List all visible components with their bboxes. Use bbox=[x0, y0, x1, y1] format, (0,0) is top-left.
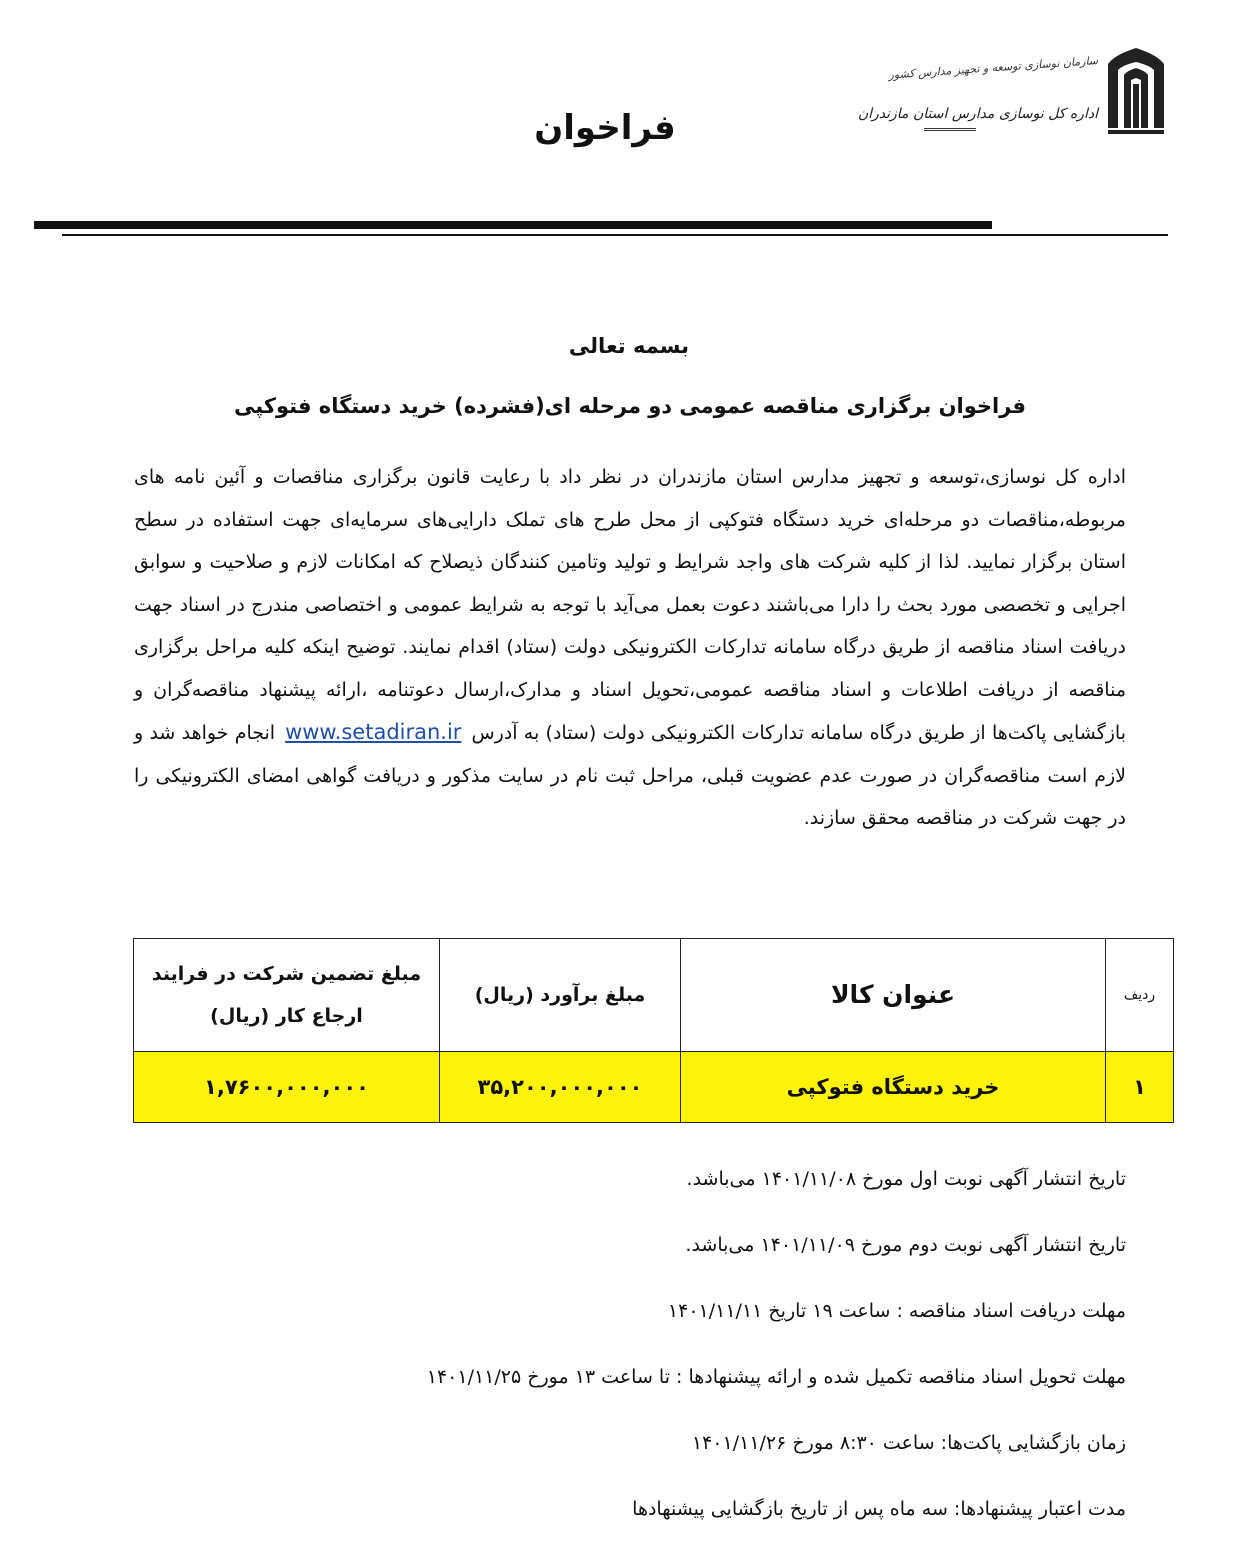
cell-estimate: ۳۵,۲۰۰,۰۰۰,۰۰۰ bbox=[440, 1052, 681, 1123]
opening-time: زمان بازگشایی پاکت‌ها: ساعت ۸:۳۰ مورخ ۱۴۰۱/۱۱/۲۶ bbox=[691, 1432, 1126, 1454]
tender-dates bbox=[134, 1168, 1126, 1564]
table-row bbox=[134, 1052, 1174, 1123]
tender-description bbox=[134, 456, 1126, 840]
description-part-2: انجام خواهد شد و لازم است مناقصه‌گران در صورت عدم عضویت قبلی، مراحل ثبت نام در سایت مذکور و دریافت گواهی امضای الکترونیکی را در جهت شرکت در مناقصه محقق سازند. bbox=[134, 722, 1126, 829]
page-title: فراخوان bbox=[534, 108, 676, 148]
header-guarantee-line2: ارجاع کار (ریال) bbox=[210, 1005, 363, 1027]
tender-heading: فراخوان برگزاری مناقصه عمومی دو مرحله ای(فشرده) خرید دستگاه فتوکپی bbox=[233, 394, 1027, 418]
logo-department-name: اداره کل نوسازی مدارس استان مازندران bbox=[857, 106, 1098, 122]
header-row-no: ردیف bbox=[1106, 939, 1174, 1052]
proposal-validity: مدت اعتبار پیشنهادها: سه ماه پس از تاریخ بازگشایی پیشنهادها bbox=[632, 1498, 1126, 1520]
bismillah: بسمه تعالی bbox=[568, 334, 690, 358]
date-first-publication: تاریخ انتشار آگهی نوبت اول مورخ ۱۴۰۱/۱۱/۰۸ می‌باشد. bbox=[686, 1168, 1126, 1190]
cell-guarantee: ۱,۷۶۰۰,۰۰۰,۰۰۰ bbox=[134, 1052, 440, 1123]
header-guarantee bbox=[134, 939, 440, 1052]
header-estimate: مبلغ برآورد (ریال) bbox=[440, 939, 681, 1052]
tender-table bbox=[133, 938, 1174, 1123]
header-item-title: عنوان کالا bbox=[681, 939, 1106, 1052]
header-divider-thick bbox=[34, 221, 992, 229]
table-header-row bbox=[134, 939, 1174, 1052]
cell-item-title: خرید دستگاه فتوکپی bbox=[681, 1052, 1106, 1123]
deadline-submit-proposals: مهلت تحویل اسناد مناقصه تکمیل شده و ارائه پیشنهادها : تا ساعت ۱۳ مورخ ۱۴۰۱/۱۱/۲۵ bbox=[426, 1366, 1126, 1388]
cell-row-no: ۱ bbox=[1106, 1052, 1174, 1123]
deadline-receive-documents: مهلت دریافت اسناد مناقصه : ساعت ۱۹ تاریخ ۱۴۰۱/۱۱/۱۱ bbox=[667, 1300, 1126, 1322]
header-guarantee-line1: مبلغ تضمین شرکت در فرایند bbox=[151, 963, 422, 985]
logo-organization-name: سازمان نوسازی توسعه و تجهیز مدارس کشور bbox=[888, 54, 1099, 82]
description-part-1: اداره کل نوسازی،توسعه و تجهیز مدارس استان مازندران در نظر داد با رعایت قانون برگزاری مناقصات و آئین نامه های مربوطه،مناقصات دو مرحله‌ای خرید دستگاه فتوکپی از محل طرح های تملک دارایی‌های سرمایه‌ای جهت استفاده در سطح استان برگزار نمایید. لذا از کلیه شرکت های واجد شرایط و تولید وتامین کنندگان ذیصلاح که امکانات لازم و صلاحیت و سوابق اجرایی و تخصصی مورد بحث را دارا می‌باشند دعوت بعمل می‌آید با توجه به شرایط عمومی و اختصاصی مندرج در اسناد جهت دریافت اسناد مناقصه از طریق درگاه سامانه تدارکات الکترونیکی دولت (ستاد) اقدام نمایند. توضیح اینکه کلیه مراحل برگزاری مناقصه از دریافت اطلاعات و اسناد مناقصه عمومی،تحویل اسناد و مدارک،ارسال دعوتنامه ،ارائه پیشنهاد مناقصه‌گران و بازگشایی پاکت‌ها از طریق درگاه سامانه تدارکات الکترونیکی دولت (ستاد) به آدرس bbox=[134, 466, 1126, 744]
header-divider-thin bbox=[62, 234, 1168, 236]
setadiran-link[interactable]: www.setadiran.ir bbox=[285, 720, 462, 744]
date-second-publication: تاریخ انتشار آگهی نوبت دوم مورخ ۱۴۰۱/۱۱/۰۹ می‌باشد. bbox=[685, 1234, 1126, 1256]
